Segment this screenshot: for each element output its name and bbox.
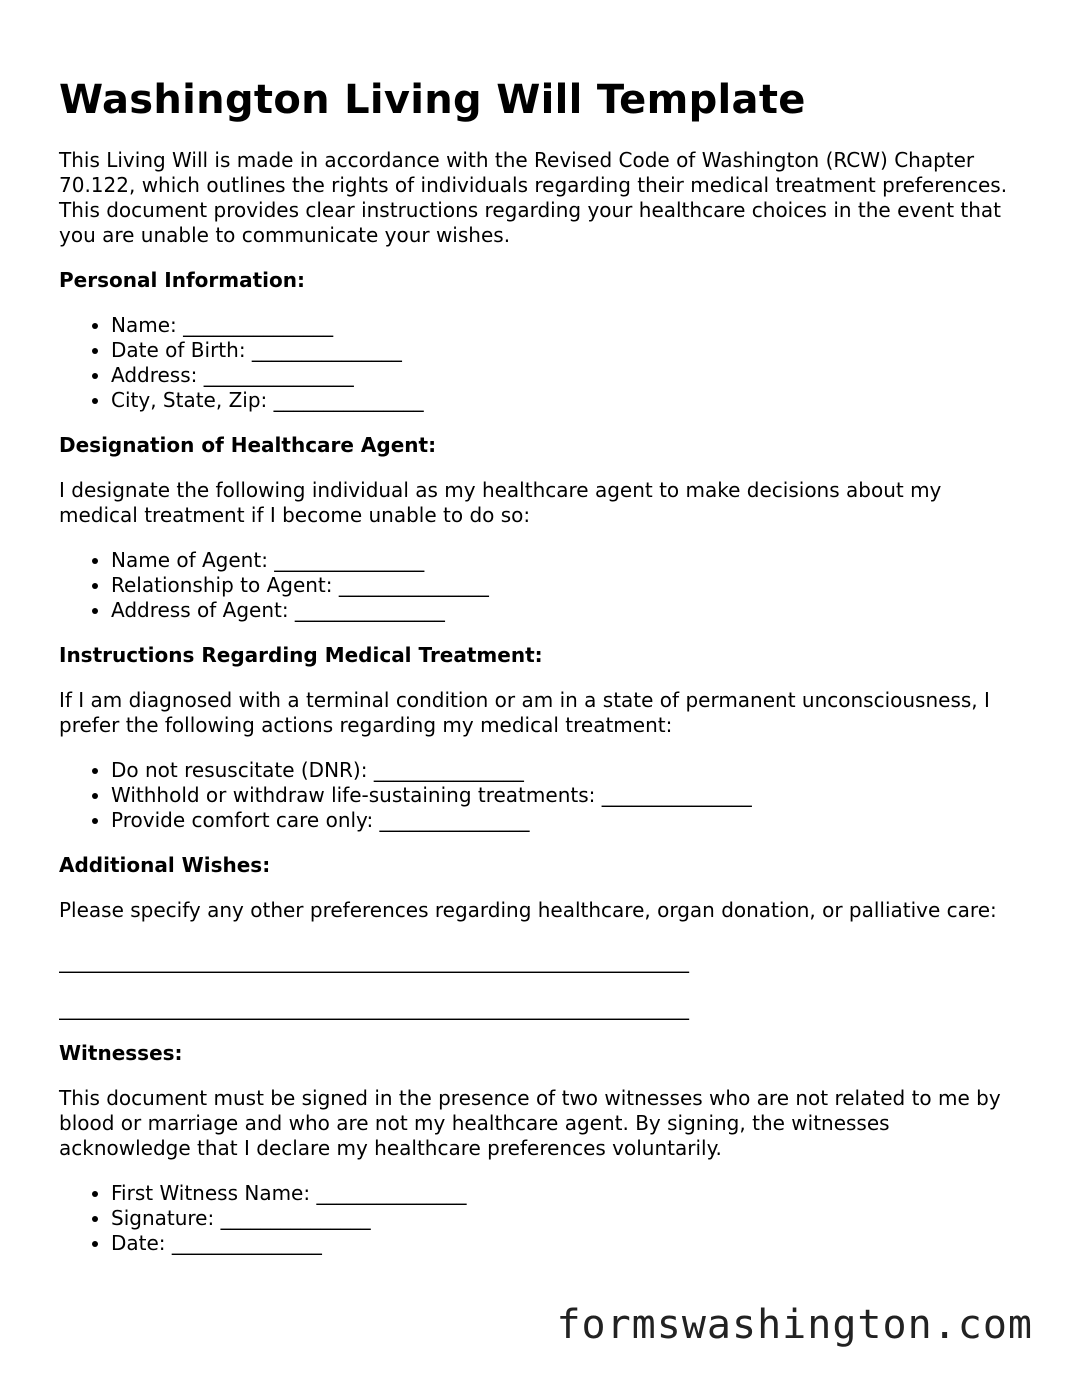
agent-paragraph: I designate the following individual as my healthcare agent to make decisions about my medical treatment if I become unable to do so:	[59, 478, 942, 527]
wishes-paragraph: Please specify any other preferences regarding healthcare, organ donation, or palliative care:	[59, 898, 997, 922]
list-item: • Name: _______________	[111, 313, 1019, 338]
document-title: Washington Living Will Template	[59, 77, 806, 123]
witnesses-paragraph: This document must be signed in the presence of two witnesses who are not related to me by blood or marriage and who are not my healthcare agent. By signing, the witnesses acknowledge that I declare my healthcare preferences voluntarily.	[59, 1086, 1001, 1160]
treatment-list	[59, 758, 1019, 833]
list-item: • First Witness Name: _______________	[111, 1181, 1019, 1206]
treatment-paragraph: If I am diagnosed with a terminal condition or am in a state of permanent unconsciousness, I prefer the following actions regarding my medical treatment:	[59, 688, 990, 737]
site-watermark: formswashington.com	[556, 1302, 1033, 1348]
list-item: • Signature: _______________	[111, 1206, 1019, 1231]
personal-info-heading: Personal Information:	[59, 268, 305, 292]
wishes-blank-line: _______________________________________________________________	[59, 996, 689, 1020]
list-item: • Date of Birth: _______________	[111, 338, 1019, 363]
list-item: • Do not resuscitate (DNR): _______________	[111, 758, 1019, 783]
treatment-heading: Instructions Regarding Medical Treatment:	[59, 643, 543, 667]
agent-heading: Designation of Healthcare Agent:	[59, 433, 437, 457]
list-item: • Address: _______________	[111, 363, 1019, 388]
list-item: • Name of Agent: _______________	[111, 548, 1019, 573]
agent-list	[59, 548, 1019, 623]
list-item: • Withhold or withdraw life-sustaining treatments: _______________	[111, 783, 1019, 808]
list-item: • Address of Agent: _______________	[111, 598, 1019, 623]
list-item: • Provide comfort care only: _______________	[111, 808, 1019, 833]
list-item: • City, State, Zip: _______________	[111, 388, 1019, 413]
witnesses-list	[59, 1181, 1019, 1256]
intro-paragraph: This Living Will is made in accordance with the Revised Code of Washington (RCW) Chapter 70.122, which outlines the rights of individuals regarding their medical treatment preferences. This document provides clear instructions regarding your healthcare choices in the event that you are unable to communicate your wishes.	[59, 148, 1008, 247]
witnesses-heading: Witnesses:	[59, 1041, 183, 1065]
list-item: • Date: _______________	[111, 1231, 1019, 1256]
personal-info-list	[59, 313, 1019, 413]
list-item: • Relationship to Agent: _______________	[111, 573, 1019, 598]
wishes-heading: Additional Wishes:	[59, 853, 271, 877]
wishes-blank-line: _______________________________________________________________	[59, 949, 689, 973]
document-page	[59, 72, 1019, 1276]
